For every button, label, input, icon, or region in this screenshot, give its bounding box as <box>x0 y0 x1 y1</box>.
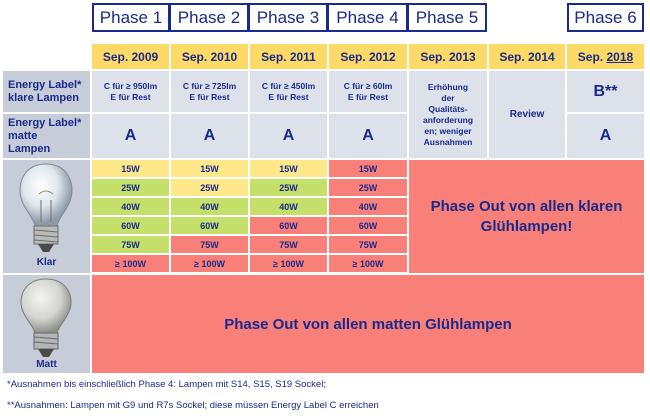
wattage-cell-red: 40W <box>329 198 407 215</box>
review-cell <box>489 71 565 158</box>
date-label: Sep. 2010 <box>181 49 238 64</box>
cell-line: E für Rest <box>268 91 309 102</box>
wattage-cell-green: 40W <box>250 198 327 215</box>
matt-grade-cell <box>329 114 407 158</box>
cell-line: Qualitäts- <box>428 103 468 114</box>
date-2012 <box>329 44 407 69</box>
date-label: Sep. 2012 <box>340 49 396 64</box>
phaseout-text: Glühlampen! <box>480 217 573 235</box>
phase-1-header <box>92 3 170 32</box>
klar-lamp-panel <box>3 160 90 273</box>
cell-line: en; weniger <box>424 125 472 136</box>
wattage-cell-green: 25W <box>250 179 327 196</box>
cell-line: E für Rest <box>189 91 230 102</box>
wattage-cell-red: 75W <box>250 236 327 253</box>
klar-label-cell <box>250 71 327 112</box>
review-label: Review <box>509 109 545 120</box>
wattage-cell-red: 60W <box>329 217 407 234</box>
wattage-cell-green: 75W <box>92 236 169 253</box>
row-header-matt <box>3 114 90 158</box>
wattage-cell-red: 60W <box>250 217 327 234</box>
wattage-cell-red: ≥ 100W <box>92 255 169 272</box>
matt-grade-cell <box>567 114 644 158</box>
phaseout-text: Phase Out von allen klaren <box>430 197 623 215</box>
klar-label-cell <box>171 71 248 112</box>
cell-line: anforderung <box>422 114 474 125</box>
phase-3-header <box>248 3 328 32</box>
cell-line: C für ≥ 60lm <box>343 80 393 91</box>
cell-line: C für ≥ 950lm <box>103 80 158 91</box>
footnote-1: *Ausnahmen bis einschließlich Phase 4: Lampen mit S14, S15, S19 Sockel; <box>7 379 326 390</box>
clear-bulb-icon <box>3 160 90 260</box>
matt-lamp-label: Matt <box>36 359 57 370</box>
row-header-line: klare Lampen <box>8 91 79 104</box>
wattage-cell-yellow: 15W <box>92 160 169 177</box>
date-2013 <box>409 44 487 69</box>
phase-4-header <box>327 3 408 32</box>
grade-label: A <box>599 127 612 144</box>
phase-6-label: Phase 6 <box>574 7 637 27</box>
phaseout-klar-block <box>409 160 644 273</box>
row-header-line: Energy Label* <box>8 78 82 91</box>
cell-line: C für ≥ 450lm <box>261 80 316 91</box>
phase-5-label: Phase 5 <box>415 7 479 27</box>
grade-label: A <box>362 127 374 144</box>
phase-4-label: Phase 4 <box>336 7 399 27</box>
date-year: 2018 <box>606 49 634 64</box>
cell-line: E für Rest <box>347 91 389 102</box>
row-header-line: Energy Label* <box>8 116 82 129</box>
phase-5-header <box>407 3 487 32</box>
cell-line: der <box>441 92 455 103</box>
date-2014 <box>489 44 565 69</box>
phase5-quality-cell <box>409 71 487 158</box>
cell-line: Erhöhung <box>427 81 469 92</box>
wattage-cell-red: 75W <box>329 236 407 253</box>
wattage-cell-green: 40W <box>171 198 248 215</box>
wattage-cell-red: 75W <box>171 236 248 253</box>
phase-6-header <box>567 3 644 32</box>
cell-line: C für ≥ 725lm <box>182 80 237 91</box>
wattage-cell-yellow: 25W <box>171 179 248 196</box>
grade-label: A <box>203 127 216 144</box>
phaseout-matt-block <box>92 275 644 373</box>
wattage-cell-red: ≥ 100W <box>250 255 327 272</box>
cell-line: Ausnahmen <box>423 136 473 147</box>
matt-grade-cell <box>250 114 327 158</box>
date-prefix: Sep. <box>577 49 607 64</box>
wattage-cell-red: 15W <box>329 160 407 177</box>
wattage-cell-red: ≥ 100W <box>329 255 407 272</box>
grade-label: B** <box>593 82 618 100</box>
phase-3-label: Phase 3 <box>256 7 320 27</box>
matt-grade-cell <box>92 114 169 158</box>
klar-label-cell <box>92 71 169 112</box>
cell-line: E für Rest <box>110 91 151 102</box>
klar-label-cell <box>329 71 407 112</box>
wattage-cell-green: 40W <box>92 198 169 215</box>
date-label: Sep. 2013 <box>420 49 476 64</box>
row-header-line: Lampen <box>8 142 51 155</box>
phase-2-label: Phase 2 <box>177 7 241 27</box>
date-2009 <box>92 44 169 69</box>
wattage-cell-green: 60W <box>171 217 248 234</box>
phaseout-text: Phase Out von allen matten Glühlampen <box>224 315 512 333</box>
row-header-klar <box>3 71 90 112</box>
klar-phase6-cell <box>567 71 644 112</box>
date-2018 <box>567 44 644 69</box>
date-label: Sep. 2014 <box>499 49 555 64</box>
wattage-cell-green: 25W <box>92 179 169 196</box>
matt-lamp-panel <box>3 275 90 373</box>
grade-label: A <box>124 127 137 144</box>
wattage-cell-yellow: 15W <box>250 160 327 177</box>
wattage-cell-yellow: 15W <box>171 160 248 177</box>
wattage-cell-green: 60W <box>92 217 169 234</box>
klar-lamp-label: Klar <box>36 257 57 268</box>
wattage-cell-red: ≥ 100W <box>171 255 248 272</box>
grade-label: A <box>282 127 295 144</box>
phase-2-header <box>169 3 249 32</box>
matt-grade-cell <box>171 114 248 158</box>
date-label: Sep. 2011 <box>261 49 316 64</box>
phase-1-label: Phase 1 <box>99 7 163 27</box>
date-2011 <box>250 44 327 69</box>
wattage-cell-red: 25W <box>329 179 407 196</box>
footnote-2: **Ausnahmen: Lampen mit G9 und R7s Sockel; diese müssen Energy Label C erreichen <box>7 400 379 411</box>
row-header-line: matte <box>8 129 38 142</box>
date-2010 <box>171 44 248 69</box>
frosted-bulb-icon <box>3 275 90 361</box>
date-label: Sep. 2009 <box>102 49 159 64</box>
